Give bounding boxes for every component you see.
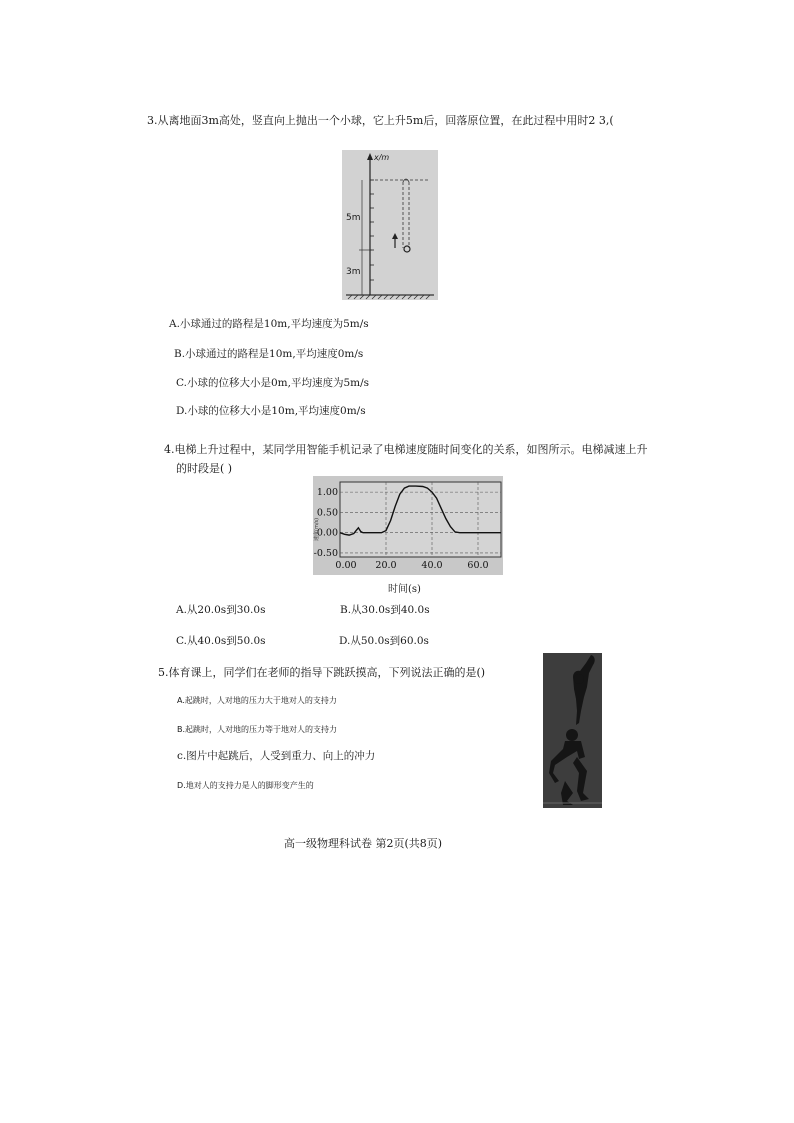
q4-stem-line2: 的时段是( ) <box>176 462 233 475</box>
q4-y-tick-label: 0.50 <box>316 507 338 519</box>
q4-option-c: C.从40.0s到50.0s <box>176 635 266 647</box>
q4-x-tick-label: 20.0 <box>375 560 397 571</box>
q4-ylabel: 速度(m/s) <box>314 517 320 541</box>
q4-option-b: B.从30.0s到40.0s <box>340 604 430 616</box>
q3-diagram <box>342 150 438 300</box>
q4-xlabel: 时间(s) <box>388 584 421 595</box>
q3-label-5m: 5m <box>346 213 361 223</box>
q4-y-tick-label: 1.00 <box>316 487 338 499</box>
q3-figure <box>342 150 438 300</box>
q3-option-d: D.小球的位移大小是10m,平均速度0m/s <box>176 405 366 417</box>
q5-jump-photo <box>543 653 602 808</box>
q4-x-tick-label: 0.00 <box>335 560 357 571</box>
page-footer: 高一级物理科试卷 第2页(共8页) <box>284 837 443 850</box>
q4-chart <box>313 476 503 575</box>
q4-option-d: D.从50.0s到60.0s <box>339 635 429 647</box>
q5-option-b: B.起跳时，人对地的压力等于地对人的支持力 <box>177 725 338 734</box>
q4-y-tick-label: 0.00 <box>316 527 338 539</box>
q5-option-c: c.图片中起跳后，人受到重力、向上的冲力 <box>177 750 376 762</box>
q5-stem: 5.体育课上，同学们在老师的指导下跳跃摸高，下列说法正确的是() <box>158 666 486 679</box>
q3-option-b: B.小球通过的路程是10m,平均速度0m/s <box>174 348 364 360</box>
q5-option-d: D.地对人的支持力是人的脚形变产生的 <box>177 781 314 790</box>
q4-y-tick-label: -0.50 <box>313 547 338 559</box>
q5-option-a: A.起跳时，人对地的压力大于地对人的支持力 <box>177 696 337 705</box>
q3-option-a: A.小球通过的路程是10m,平均速度为5m/s <box>169 318 369 330</box>
q4-stem-line1: 4.电梯上升过程中，某同学用智能手机记录了电梯速度随时间变化的关系，如图所示。电梯减速上升 <box>164 443 648 456</box>
jumper-silhouette-icon <box>543 653 602 808</box>
q4-x-tick-label: 60.0 <box>467 560 489 571</box>
q3-label-3m: 3m <box>346 267 361 277</box>
q4-option-a: A.从20.0s到30.0s <box>176 604 266 616</box>
q4-x-tick-label: 40.0 <box>421 560 443 571</box>
q3-option-c: C.小球的位移大小是0m,平均速度为5m/s <box>176 377 370 389</box>
q3-stem: 3.从离地面3m高处，竖直向上抛出一个小球，它上升5m后，回落原位置，在此过程中用时2 3,( <box>147 114 614 127</box>
q3-axis-label: x/m <box>374 153 390 162</box>
q4-chart-svg <box>313 476 503 575</box>
